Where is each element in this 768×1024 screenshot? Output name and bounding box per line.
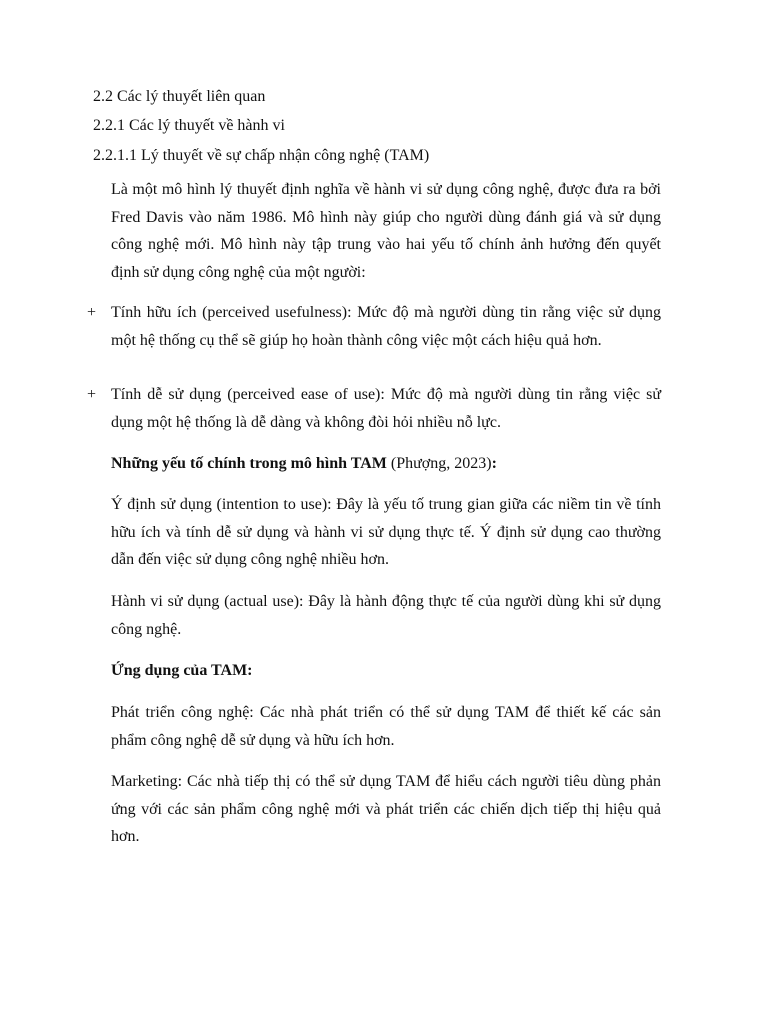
factors-heading-bold: Những yếu tố chính trong mô hình TAM bbox=[111, 455, 387, 472]
bullet-marker: + bbox=[87, 386, 97, 403]
factors-heading-colon: : bbox=[491, 455, 497, 472]
factor-intention-to-use: Ý định sử dụng (intention to use): Đây là yếu tố trung gian giữa các niềm tin về tính hữu ích và tính dễ sử dụng và hành vi sử dụng thực tế. Ý định sử dụng cao thường dẫn đến việc sử dụng công nghệ nhiều hơn. bbox=[111, 496, 661, 568]
factors-heading bbox=[111, 450, 661, 478]
section-heading-2-2-1-1: 2.2.1.1 Lý thuyết về sự chấp nhận công nghệ (TAM) bbox=[93, 147, 430, 164]
section-heading-2-2: 2.2 Các lý thuyết liên quan bbox=[93, 88, 266, 105]
factors-heading-citation: (Phượng, 2023) bbox=[386, 455, 492, 472]
intro-paragraph: Là một mô hình lý thuyết định nghĩa về hành vi sử dụng công nghệ, được đưa ra bởi Fred Davis vào năm 1986. Mô hình này giúp cho người dùng đánh giá và sử dụng công nghệ mới. Mô hình này tập trung vào hai yếu tố chính ảnh hưởng đến quyết định sử dụng công nghệ của một người: bbox=[111, 181, 661, 281]
applications-heading: Ứng dụng của TAM: bbox=[111, 662, 253, 679]
application-technology-development: Phát triển công nghệ: Các nhà phát triển có thể sử dụng TAM để thiết kế các sản phẩm công nghệ dễ sử dụng và hữu ích hơn. bbox=[111, 704, 661, 749]
bullet-text: Tính dễ sử dụng (perceived ease of use): Mức độ mà người dùng tin rằng việc sử dụng một hệ thống là dễ dàng và không đòi hỏi nhiều nỗ lực. bbox=[111, 386, 661, 431]
factor-actual-use: Hành vi sử dụng (actual use): Đây là hành động thực tế của người dùng khi sử dụng công nghệ. bbox=[111, 593, 661, 638]
bullet-marker: + bbox=[87, 304, 97, 321]
section-heading-2-2-1: 2.2.1 Các lý thuyết về hành vi bbox=[93, 117, 285, 134]
bullet-text: Tính hữu ích (perceived usefulness): Mức độ mà người dùng tin rằng việc sử dụng một hệ thống cụ thể sẽ giúp họ hoàn thành công việc một cách hiệu quả hơn. bbox=[111, 304, 661, 349]
application-marketing: Marketing: Các nhà tiếp thị có thể sử dụng TAM để hiểu cách người tiêu dùng phản ứng với các sản phẩm công nghệ mới và phát triển các chiến dịch tiếp thị hiệu quả hơn. bbox=[111, 773, 661, 845]
